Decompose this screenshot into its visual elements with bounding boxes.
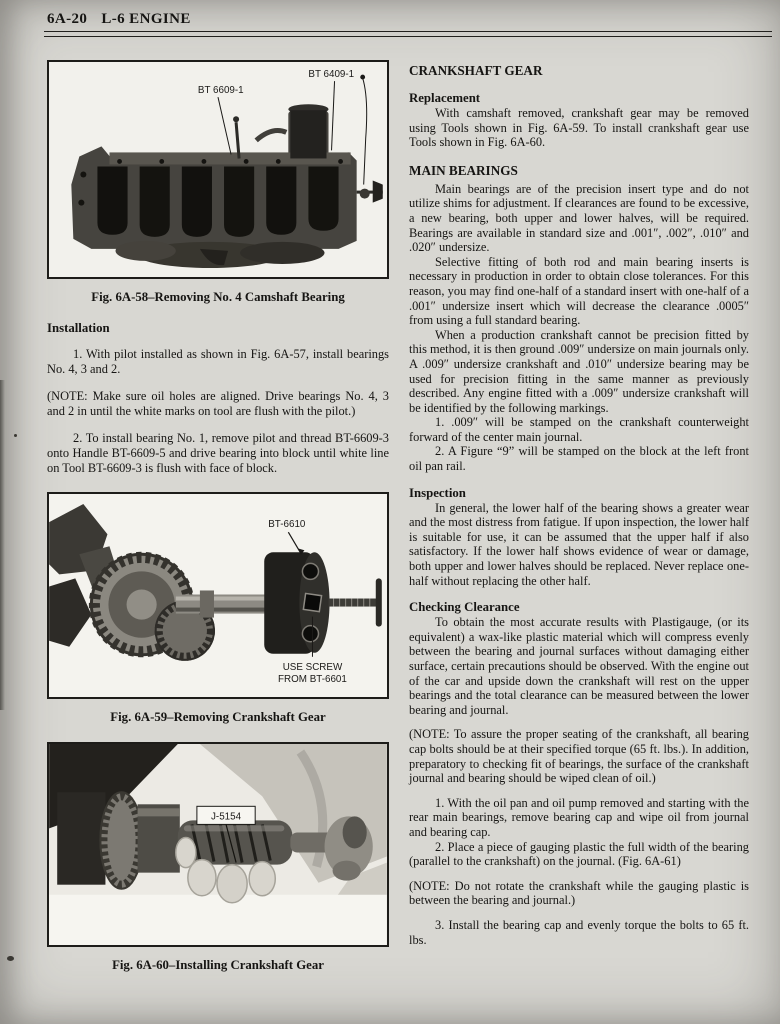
section-title: L-6 ENGINE <box>101 11 191 27</box>
figure-6a60-caption: Fig. 6A-60–Installing Crankshaft Gear <box>112 958 324 973</box>
torque-note: (NOTE: To assure the proper seating of the crankshaft, all bearing cap bolts should be at their specified torque (65 ft. lbs.). In addition, preparatory to checking fit of bearings, the surface of the crankshaft journal and bearing should be wiped clean of oil.) <box>409 727 749 786</box>
figure-6a60-photo <box>49 744 387 945</box>
installation-heading: Installation <box>47 321 110 335</box>
figure-6a59-caption: Fig. 6A-59–Removing Crankshaft Gear <box>110 710 326 725</box>
main-bearings-para-3: When a production crankshaft cannot be precision fitted by this method, it is then ground .009″ undersize on main journals only. A .009″ undersize crankshaft and .010″ undersize bearing may be used for precision fitting in the same manner as previously described. Any engine fitted with a .009″ undersize crankshaft will be identified by the following markings. <box>409 327 749 415</box>
header-rule <box>44 31 772 37</box>
clearance-step-3: 3. Install the bearing cap and evenly torque the bolts to 65 ft. lbs. <box>409 917 749 947</box>
replacement-heading: Replacement <box>409 91 481 105</box>
installation-step-2: 2. To install bearing No. 1, remove pilot and thread BT-6609-3 onto Handle BT-6609-5 and drive bearing into block until white line on Tool BT-6609-3 is flush with face of block. <box>47 431 389 475</box>
left-column <box>47 60 389 973</box>
main-bearings-heading: MAIN BEARINGS <box>409 162 518 178</box>
main-bearings-para-1: Main bearings are of the precision insert type and do not utilize shims for adjustment. If clearances are found to be excessive, a new bearing, both upper and lower halves, will be required. Bearings are available in standard size and .001″, .002″, .010″ and .020″ undersize. <box>409 181 749 255</box>
checking-clearance-para: To obtain the most accurate results with Plastigauge, (or its equivalent) a wax-like plastic material which will compress evenly between the bearing and journal surfaces without damaging either surface, certain precautions should be observed. With the engine out of the car and upside down the crankshaft will rest on the upper bearings and the total clearance can be measured between the lower bearing and journal. <box>409 615 749 717</box>
scan-edge-artifact <box>0 380 5 710</box>
tool-label: J-5154 <box>211 811 242 823</box>
figure-6a59-photo <box>49 494 387 697</box>
main-bearings-para-2: Selective fitting of both rod and main bearing inserts is necessary in production in order to obtain close tolerances. For this reason, you may find one-half of a standard insert with one-half of a .001″ undersize insert which will decrease the clearance .0005″ from using a full standard bearing. <box>409 254 749 328</box>
use-screw-label-line1: USE SCREW <box>282 662 343 674</box>
replacement-para: With camshaft removed, crankshaft gear may be removed using Tools shown in Fig. 6A-59. To install crankshaft gear use Tools shown in Fig. 6A-60. <box>409 106 749 150</box>
scan-speck <box>7 956 14 961</box>
checking-clearance-heading: Checking Clearance <box>409 600 520 615</box>
clearance-step-1: 1. With the oil pan and oil pump removed and starting with the rear main bearings, remove bearing cap and wipe oil from journal and bearing cap. <box>409 795 749 839</box>
inspection-heading: Inspection <box>409 485 466 500</box>
clearance-step-2: 2. Place a piece of gauging plastic the full width of the bearing (parallel to the crankshaft) on the journal. (Fig. 6A-61) <box>409 839 749 869</box>
rotation-note: (NOTE: Do not rotate the crankshaft while the gauging plastic is between the bearing and journal.) <box>409 878 749 908</box>
page-header <box>47 11 191 28</box>
figure-6a59 <box>47 492 389 699</box>
page-number: 6A-20 <box>47 11 88 27</box>
installation-note: (NOTE: Make sure oil holes are aligned. Drive bearings No. 4, 3 and 2 in until the white marks on tool are flush with the pilot.) <box>47 389 389 418</box>
tool-label: BT 6609-1 <box>197 85 244 97</box>
tool-label: BT 6409-1 <box>308 69 355 81</box>
figure-6a58-caption: Fig. 6A-58–Removing No. 4 Camshaft Bearing <box>91 290 345 304</box>
right-column <box>409 63 749 947</box>
tool-label: BT-6610 <box>268 519 306 531</box>
marking-item-2: 2. A Figure “9” will be stamped on the block at the left front oil pan rail. <box>409 444 749 474</box>
inspection-para: In general, the lower half of the bearing shows a greater wear and the most distress from fatigue. If upon inspection, the lower half is suitable for use, it can be assumed that the upper half if also satisfactory. If the lower half shows evidence of wear or damage, both upper and lower halves should be replaced. Never replace one-half without replacing the other half. <box>409 500 749 588</box>
figure-6a60 <box>47 742 389 947</box>
installation-step-1: 1. With pilot installed as shown in Fig. 6A-57, install bearings No. 4, 3 and 2. <box>47 347 389 376</box>
marking-item-1: 1. .009″ will be stamped on the crankshaft counterweight forward of the center main journal. <box>409 415 749 444</box>
use-screw-label-line2: FROM BT-6601 <box>278 674 347 686</box>
scan-speck <box>14 434 17 437</box>
figure-6a58-photo <box>49 62 387 277</box>
figure-6a58 <box>47 60 389 279</box>
crankshaft-gear-heading: CRANKSHAFT GEAR <box>409 63 543 78</box>
